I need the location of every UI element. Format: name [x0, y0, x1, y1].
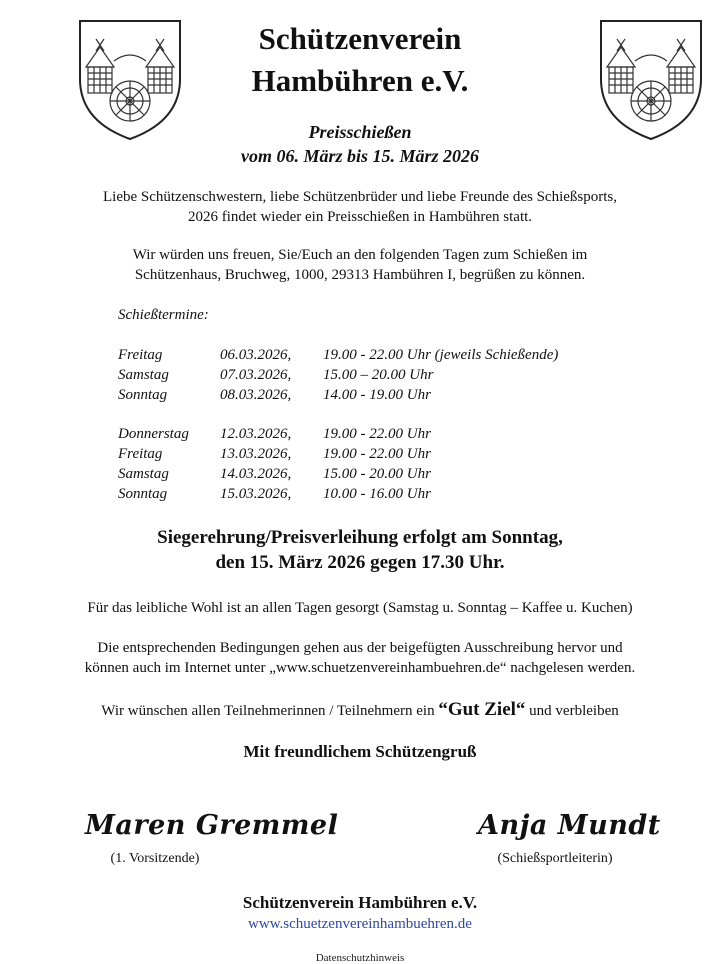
schedule-time: 14.00 - 19.00 Uhr	[323, 387, 431, 403]
schedule-time: 10.00 - 16.00 Uhr	[323, 486, 431, 502]
event-dates: vom 06. März bis 15. März 2026	[240, 146, 480, 166]
role-chair: (1. Vorsitzende)	[110, 851, 200, 866]
wish-text-before: Wir wünschen allen Teilnehmerinnen / Teilnehmern ein	[101, 703, 439, 719]
schedule-time: 19.00 - 22.00 Uhr	[323, 446, 431, 462]
signature-sports-leader: Anja Mundt	[478, 810, 661, 841]
award-announcement	[0, 525, 720, 575]
award-line2: den 15. März 2026 gegen 17.30 Uhr.	[215, 552, 505, 573]
event-subtitle	[0, 120, 720, 168]
schedule-time: 15.00 - 20.00 Uhr	[323, 466, 431, 482]
wish-line	[10, 700, 710, 721]
catering-note: Für das leibliche Wohl ist an allen Tagen gesorgt (Samstag u. Sonntag – Kaffee u. Kuchen)	[87, 600, 633, 616]
schedule-day: Donnerstag	[118, 426, 189, 442]
footer-club-name: Schützenverein Hambühren e.V.	[242, 893, 478, 912]
privacy-note-heading: Datenschutzhinweis	[315, 952, 405, 964]
schedule-date: 08.03.2026,	[220, 387, 292, 403]
intro-line2: 2026 findet wieder ein Preisschießen in Hambühren statt.	[187, 209, 533, 225]
wish-text-after: und verbleiben	[525, 703, 619, 719]
event-name: Preisschießen	[308, 122, 412, 142]
intro-line1: Liebe Schützenschwestern, liebe Schützenbrüder und liebe Freunde des Schießsports,	[102, 189, 617, 205]
schedule-day: Sonntag	[118, 486, 168, 502]
schedule-day: Samstag	[118, 466, 169, 482]
closing-greeting: Mit freundlichem Schützengruß	[243, 742, 477, 761]
schedule-time: 19.00 - 22.00 Uhr (jeweils Schießende)	[323, 347, 559, 363]
invite-paragraph	[30, 245, 690, 285]
schedule-date: 06.03.2026,	[220, 347, 292, 363]
club-title-line2: Hambühren e.V.	[251, 63, 469, 98]
schedule-heading: Schießtermine:	[118, 307, 209, 323]
schedule-date: 15.03.2026,	[220, 486, 292, 502]
gut-ziel-highlight: “Gut Ziel“	[438, 699, 526, 720]
award-line1: Siegerehrung/Preisverleihung erfolgt am Sonntag,	[157, 527, 563, 548]
club-title-line1: Schützenverein	[258, 21, 462, 56]
conditions-paragraph	[10, 638, 710, 678]
role-sports-leader: (Schießsportleiterin)	[497, 851, 613, 866]
footer-website-link[interactable]: www.schuetzenvereinhambuehren.de	[248, 916, 472, 932]
schedule-day: Sonntag	[118, 387, 168, 403]
intro-paragraph	[30, 187, 690, 227]
schedule-time: 19.00 - 22.00 Uhr	[323, 426, 431, 442]
schedule-date: 07.03.2026,	[220, 367, 292, 383]
schedule-day: Freitag	[118, 347, 163, 363]
schedule-date: 14.03.2026,	[220, 466, 292, 482]
conditions-line2: können auch im Internet unter „www.schuetzenvereinhambuehren.de“ nachgelesen werden.	[84, 660, 636, 676]
schedule-time: 15.00 – 20.00 Uhr	[323, 367, 434, 383]
invite-line1: Wir würden uns freuen, Sie/Euch an den folgenden Tagen zum Schießen im	[132, 247, 588, 263]
schedule-day: Freitag	[118, 446, 163, 462]
signature-chair: Maren Gremmel	[85, 810, 339, 841]
club-title	[180, 18, 540, 102]
schedule-day: Samstag	[118, 367, 169, 383]
schedule-date: 13.03.2026,	[220, 446, 292, 462]
schedule-date: 12.03.2026,	[220, 426, 292, 442]
conditions-line1: Die entsprechenden Bedingungen gehen aus der beigefügten Ausschreibung hervor und	[97, 640, 623, 656]
invite-line2: Schützenhaus, Bruchweg, 1000, 29313 Hambühren I, begrüßen zu können.	[134, 267, 586, 283]
